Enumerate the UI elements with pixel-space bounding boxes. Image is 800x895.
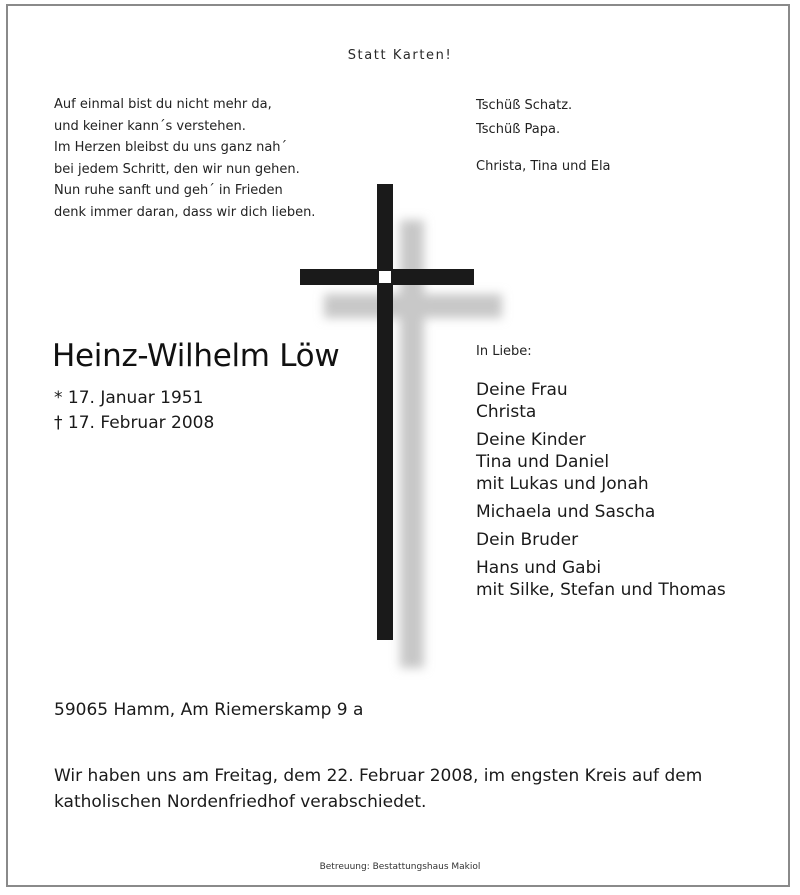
cross-center (379, 271, 391, 283)
life-dates (54, 386, 214, 436)
death-date: † 17. Februar 2008 (54, 413, 215, 433)
poem-line: Im Herzen bleibst du uns ganz nah´ (54, 140, 288, 155)
notice-header: Statt Karten! (347, 48, 453, 63)
birth-date: * 17. Januar 1951 (54, 388, 204, 408)
mourner-line: Deine Kinder (476, 430, 586, 450)
mourner-line: mit Lukas und Jonah (476, 474, 649, 494)
mourners-intro: In Liebe: (476, 344, 532, 359)
mourners-list (476, 379, 726, 601)
closing-line: katholischen Nordenfriedhof verabschiedet. (54, 792, 427, 812)
mourner-line: Christa (476, 402, 537, 422)
farewell-signers: Christa, Tina und Ela (476, 159, 611, 174)
poem (54, 94, 315, 223)
farewell-line: Tschüß Papa. (476, 122, 561, 137)
mourner-group (476, 529, 726, 551)
farewell-note (476, 94, 611, 179)
funeral-home-credit: Betreuung: Bestattungshaus Makiol (319, 862, 481, 872)
poem-line: Nun ruhe sanft und geh´ in Frieden (54, 183, 283, 198)
closing-statement (54, 763, 702, 815)
mourner-group (476, 501, 726, 523)
poem-line: denk immer daran, dass wir dich lieben. (54, 204, 316, 220)
deceased-name: Heinz-Wilhelm Löw (52, 338, 340, 374)
mourner-line: Deine Frau (476, 380, 568, 400)
mourner-line: Michaela und Sascha (476, 502, 656, 522)
mourner-group (476, 379, 726, 423)
mourner-line: Hans und Gabi (476, 558, 602, 578)
address: 59065 Hamm, Am Riemerskamp 9 a (54, 700, 364, 720)
farewell-line: Tschüß Schatz. (476, 98, 573, 113)
poem-line: bei jedem Schritt, den wir nun gehen. (54, 161, 300, 177)
closing-line: Wir haben uns am Freitag, dem 22. Februar 2008, im engsten Kreis auf dem (54, 766, 703, 786)
poem-line: Auf einmal bist du nicht mehr da, (54, 97, 272, 112)
mourner-line: mit Silke, Stefan und Thomas (476, 580, 726, 600)
mourner-group (476, 429, 726, 495)
poem-line: und keiner kann´s verstehen. (54, 118, 246, 134)
cross-vertical-beam (377, 184, 393, 640)
mourner-line: Dein Bruder (476, 530, 579, 550)
mourner-line: Tina und Daniel (476, 452, 610, 472)
mourner-group (476, 557, 726, 601)
